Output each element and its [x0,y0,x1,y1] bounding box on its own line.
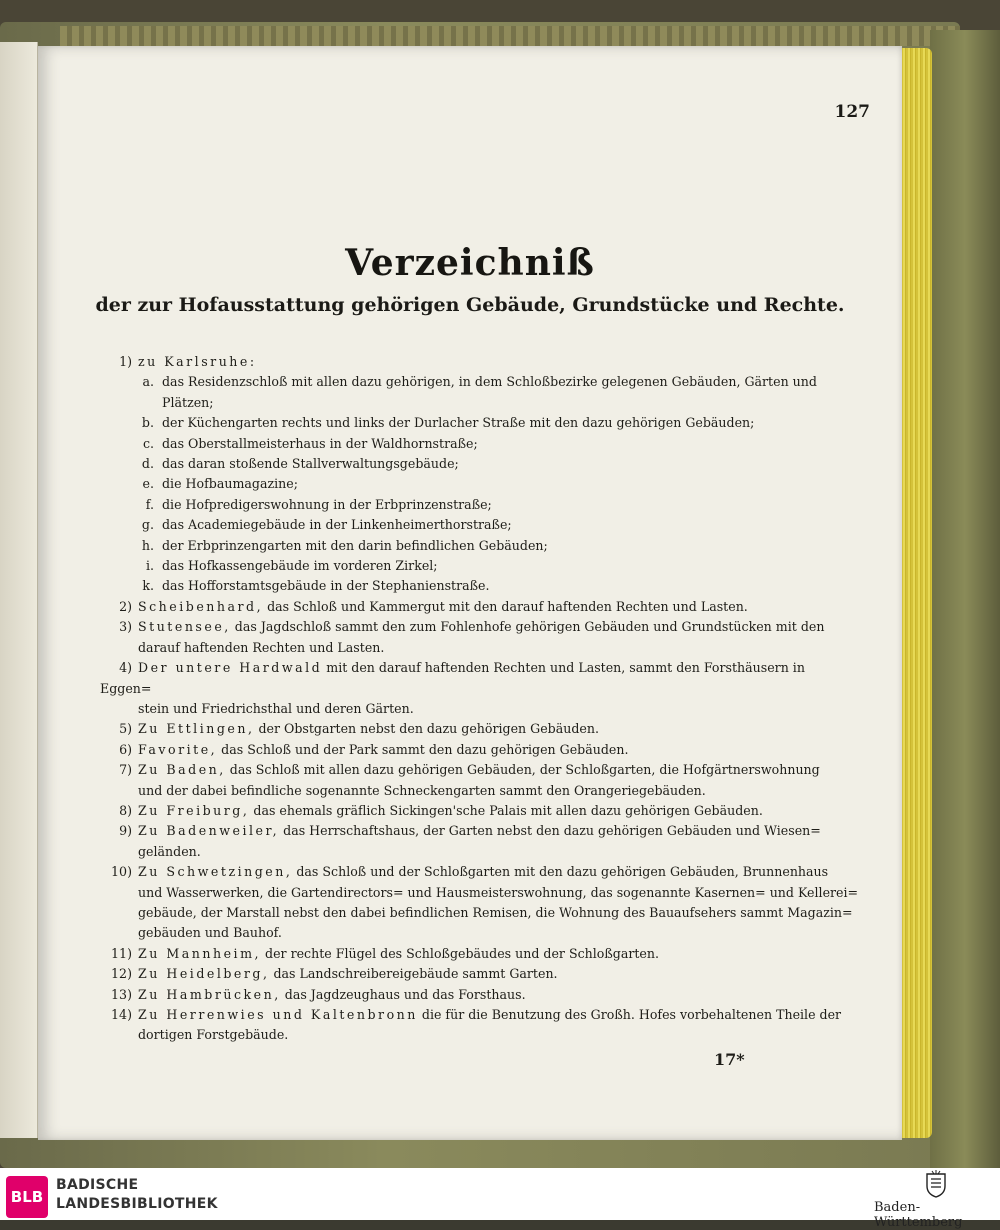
item-letter: e. [142,476,154,492]
karlsruhe-item [100,556,860,576]
entry [100,985,860,1005]
entry-continuation: und Wasserwerken, die Gartendirectors= und Hausmeisterswohnung, das sogenannte Kasernen= und Kellerei= [138,884,859,900]
left-page-edge [0,42,38,1138]
item-text: das Oberstallmeisterhaus in der Waldhornstraße; [162,435,478,451]
karlsruhe-item [100,434,860,454]
entry-text: die für die Benutzung des Großh. Hofes vorbehaltenen Theile der [417,1007,842,1022]
entry-number: 4) [119,660,132,676]
item-letter: c. [142,435,154,451]
entry-text: das Schloß und der Schloßgarten mit den dazu gehörigen Gebäuden, Brunnenhaus [292,864,829,880]
karlsruhe-item [100,515,860,535]
entry-text: mit den darauf haftenden Rechten und Lasten, sammt den Forsthäusern in Eggen= [100,660,805,696]
item-text: der Erbprinzengarten mit den darin befindlichen Gebäuden; [162,537,548,553]
entry-place: Zu Badenweiler, [138,823,280,839]
entry-continuation: dortigen Forstgebäude. [138,1027,289,1043]
entry [100,801,860,821]
entry-number: 1) [119,354,132,369]
entry-number: 10) [111,864,132,880]
item-text: das Academiegebäude in der Linkenheimerthorstraße; [162,517,512,533]
bw-crest-icon [925,1170,947,1198]
karlsruhe-item [100,576,860,596]
entry-place: Zu Heidelberg, [138,966,270,982]
entry-place: Zu Schwetzingen, [138,864,293,880]
entry [100,1005,860,1025]
book-top-edge [60,26,960,46]
karlsruhe-sublist [100,372,860,596]
entry-place: Zu Herrenwies und Kaltenbronn [138,1007,418,1022]
entry-place: Stutensee, [138,619,231,635]
entry [100,944,860,964]
karlsruhe-item [100,454,860,474]
entry-text: das Jagdzeughaus und das Forsthaus. [280,986,526,1002]
entry [100,719,860,739]
item-text: das Residenzschloß mit allen dazu gehörigen, in dem Schloßbezirke gelegenen Gebäuden, Gärten und [162,374,817,390]
entry-place: Scheibenhard, [138,598,264,614]
entry-number: 9) [119,823,132,839]
karlsruhe-item [100,495,860,515]
item-letter: b. [141,415,154,431]
entry-text: der Obstgarten nebst den dazu gehörigen Gebäuden. [254,721,599,737]
karlsruhe-item [100,536,860,556]
entry-karlsruhe [100,352,860,372]
entry-place: Favorite, [138,741,218,757]
item-text: das Hofkassengebäude im vorderen Zirkel; [162,558,438,574]
entry-place: Der untere Hardwald [138,660,323,676]
sheet-signature: 17* [714,1050,745,1069]
entry [100,597,860,617]
entry-continuation: geländen. [138,843,201,859]
entry-number: 5) [119,721,132,737]
item-letter: k. [142,578,154,594]
entry-text: das Schloß und Kammergut mit den darauf haftenden Rechten und Lasten. [263,598,748,614]
book-cover-right [930,30,1000,1168]
entry-text: das Schloß und der Park sammt den dazu gehörigen Gebäuden. [217,741,629,757]
entry [100,760,860,780]
page-subtitle: der zur Hofausstattung gehörigen Gebäude, Grundstücke und Rechte. [95,294,845,316]
entry [100,658,860,699]
page-number: 127 [834,102,870,122]
entry-text: das Schloß mit allen dazu gehörigen Gebäuden, der Schloßgarten, die Hofgärtnerswohnung [225,762,820,778]
entry [100,821,860,841]
entry-continuation: darauf haftenden Rechten und Lasten. [138,639,385,655]
entry-number: 12) [111,966,132,982]
karlsruhe-item [100,474,860,494]
item-text: das Hofforstamtsgebäude in der Stephanienstraße. [162,578,490,594]
entry-continuation: und der dabei befindliche sogenannte Schneckengarten sammt den Orangeriegebäuden. [138,782,706,798]
entry-place: Zu Ettlingen, [138,721,255,737]
entry [100,617,860,637]
entry-number: 2) [119,598,132,614]
karlsruhe-item [100,372,860,392]
entry [100,740,860,760]
page-title: Verzeichniß [345,242,595,284]
item-letter: d. [141,456,154,472]
book-page [38,46,902,1140]
entry [100,862,860,882]
karlsruhe-item [100,413,860,433]
item-letter: f. [145,496,154,512]
item-continuation: Plätzen; [162,394,214,410]
item-text: das daran stoßende Stallverwaltungsgebäude; [162,456,459,472]
item-letter: h. [141,537,154,553]
bw-label: Baden-Württemberg [874,1200,963,1230]
entry-list [100,352,860,1046]
entry-number: 7) [119,762,132,778]
item-text: die Hofpredigerswohnung in der Erbprinzenstraße; [162,496,492,512]
entry-number: 6) [119,741,132,757]
entry-text: das Herrschaftshaus, der Garten nebst den dazu gehörigen Gebäuden und Wiesen= [279,823,821,839]
entry-text: der rechte Flügel des Schloßgebäudes und der Schloßgarten. [261,945,659,961]
entry-number: 8) [119,802,132,818]
item-text: die Hofbaumagazine; [162,476,298,492]
item-letter: i. [145,558,154,574]
blb-logo[interactable]: BLB [6,1176,48,1218]
entry-place: Zu Baden, [138,762,226,778]
entry-place: Zu Hambrücken, [138,986,281,1002]
blb-name-line1: BADISCHE [56,1177,139,1193]
entry-text: das Jagdschloß sammt den zum Fohlenhofe gehörigen Gebäuden und Grundstücken mit den [230,619,825,635]
item-text: der Küchengarten rechts und links der Durlacher Straße mit den dazu gehörigen Gebäuden; [162,415,755,431]
entry-number: 14) [111,1007,132,1022]
entry-number: 11) [111,945,132,961]
item-letter: g. [141,517,154,533]
entry-place: Zu Mannheim, [138,945,262,961]
entries-main [100,597,860,1046]
entry-continuation: gebäuden und Bauhof. [138,925,282,941]
entry-text: das Landschreibereigebäude sammt Garten. [269,966,558,982]
entry-continuation: gebäude, der Marstall nebst den dabei befindlichen Remisen, die Wohnung des Bauaufsehers sammt Magazin= [138,904,853,920]
entry-place: zu Karlsruhe: [138,354,257,369]
entry [100,964,860,984]
blb-name-line2: LANDESBIBLIOTHEK [56,1196,218,1212]
entry-text: das ehemals gräflich Sickingen'sche Palais mit allen dazu gehörigen Gebäuden. [249,802,763,818]
viewer-footer [0,1168,1000,1230]
entry-number: 13) [111,986,132,1002]
entry-place: Zu Freiburg, [138,802,250,818]
entry-number: 3) [119,619,132,635]
entry-continuation: stein und Friedrichsthal und deren Gärten. [138,700,414,716]
item-letter: a. [142,374,154,390]
